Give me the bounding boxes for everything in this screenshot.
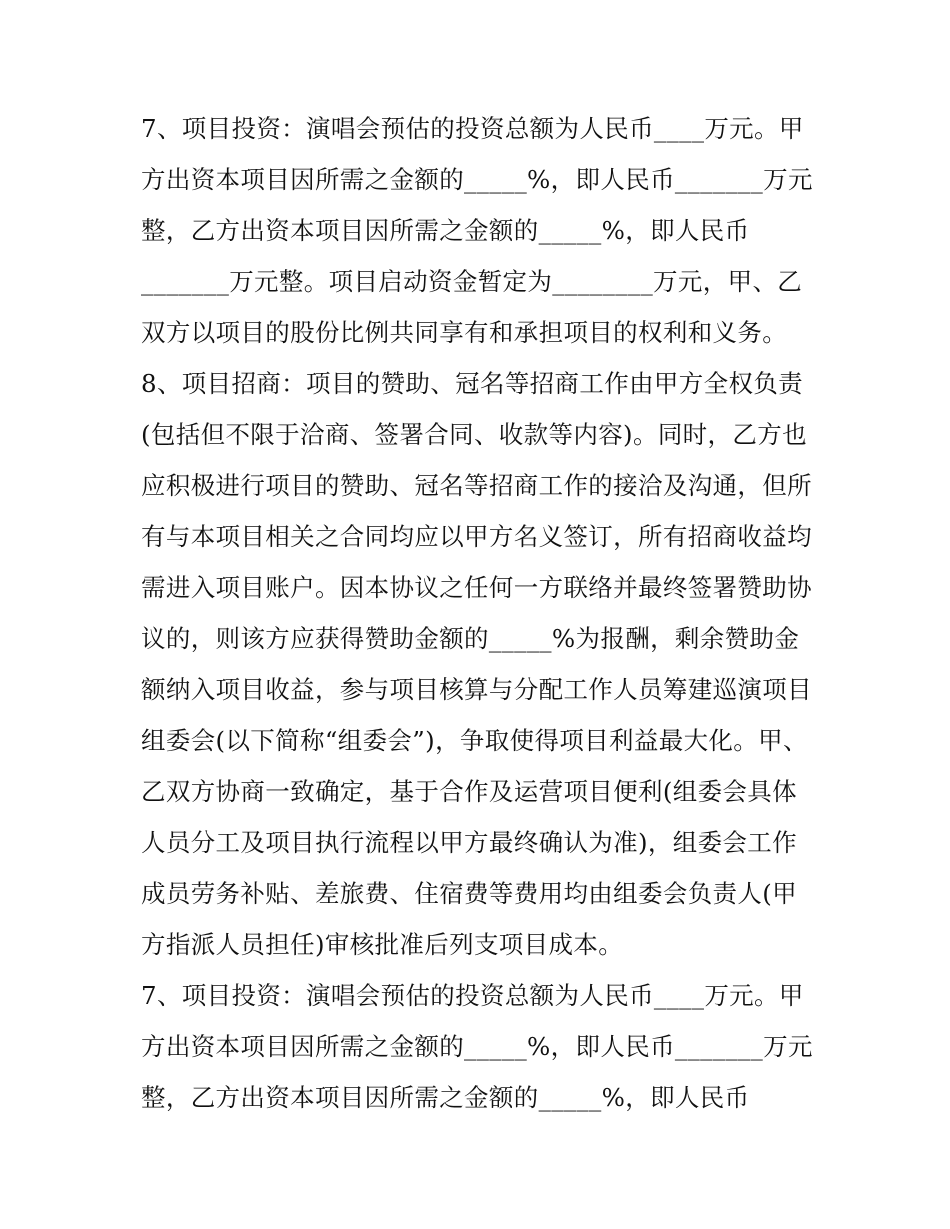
text-line: 7、项目投资：演唱会预估的投资总额为人民币____万元。甲: [141, 981, 804, 1010]
text-line: 乙双方协商一致确定，基于合作及运营项目便利(组委会具体: [141, 777, 798, 806]
text-line: 额纳入项目收益，参与项目核算与分配工作人员筹建巡演项目: [141, 675, 812, 704]
text-line: 方指派人员担任)审核批准后列支项目成本。: [141, 930, 624, 959]
text-line: 方出资本项目因所需之金额的_____%，即人民币_______万元: [141, 1032, 813, 1061]
text-line: 7、项目投资：演唱会预估的投资总额为人民币____万元。甲: [141, 114, 804, 143]
text-line: 人员分工及项目执行流程以甲方最终确认为准)，组委会工作: [141, 828, 798, 857]
text-line: 方出资本项目因所需之金额的_____%，即人民币_______万元: [141, 165, 813, 194]
text-line: 双方以项目的股份比例共同享有和承担项目的权利和义务。: [141, 318, 788, 347]
text-line: 需进入项目账户。因本协议之任何一方联络并最终签署赞助协: [141, 573, 812, 602]
text-line: 组委会(以下简称“组委会”)，争取使得项目利益最大化。甲、: [141, 726, 808, 755]
text-line: (包括但不限于洽商、签署合同、收款等内容)。同时，乙方也: [141, 420, 807, 449]
text-line: 议的，则该方应获得赞助金额的_____%为报酬，剩余赞助金: [141, 624, 800, 653]
text-line: 整，乙方出资本项目因所需之金额的_____%，即人民币: [141, 216, 750, 245]
text-line: 应积极进行项目的赞助、冠名等招商工作的接洽及沟通，但所: [141, 471, 812, 500]
text-line: _______万元整。项目启动资金暂定为________万元，甲、乙: [141, 267, 803, 296]
text-line: 整，乙方出资本项目因所需之金额的_____%，即人民币: [141, 1083, 750, 1112]
text-line: 8、项目招商：项目的赞助、冠名等招商工作由甲方全权负责: [141, 369, 804, 398]
text-line: 有与本项目相关之合同均应以甲方名义签订，所有招商收益均: [141, 522, 812, 551]
text-line: 成员劳务补贴、差旅费、住宿费等费用均由组委会负责人(甲: [141, 879, 798, 908]
